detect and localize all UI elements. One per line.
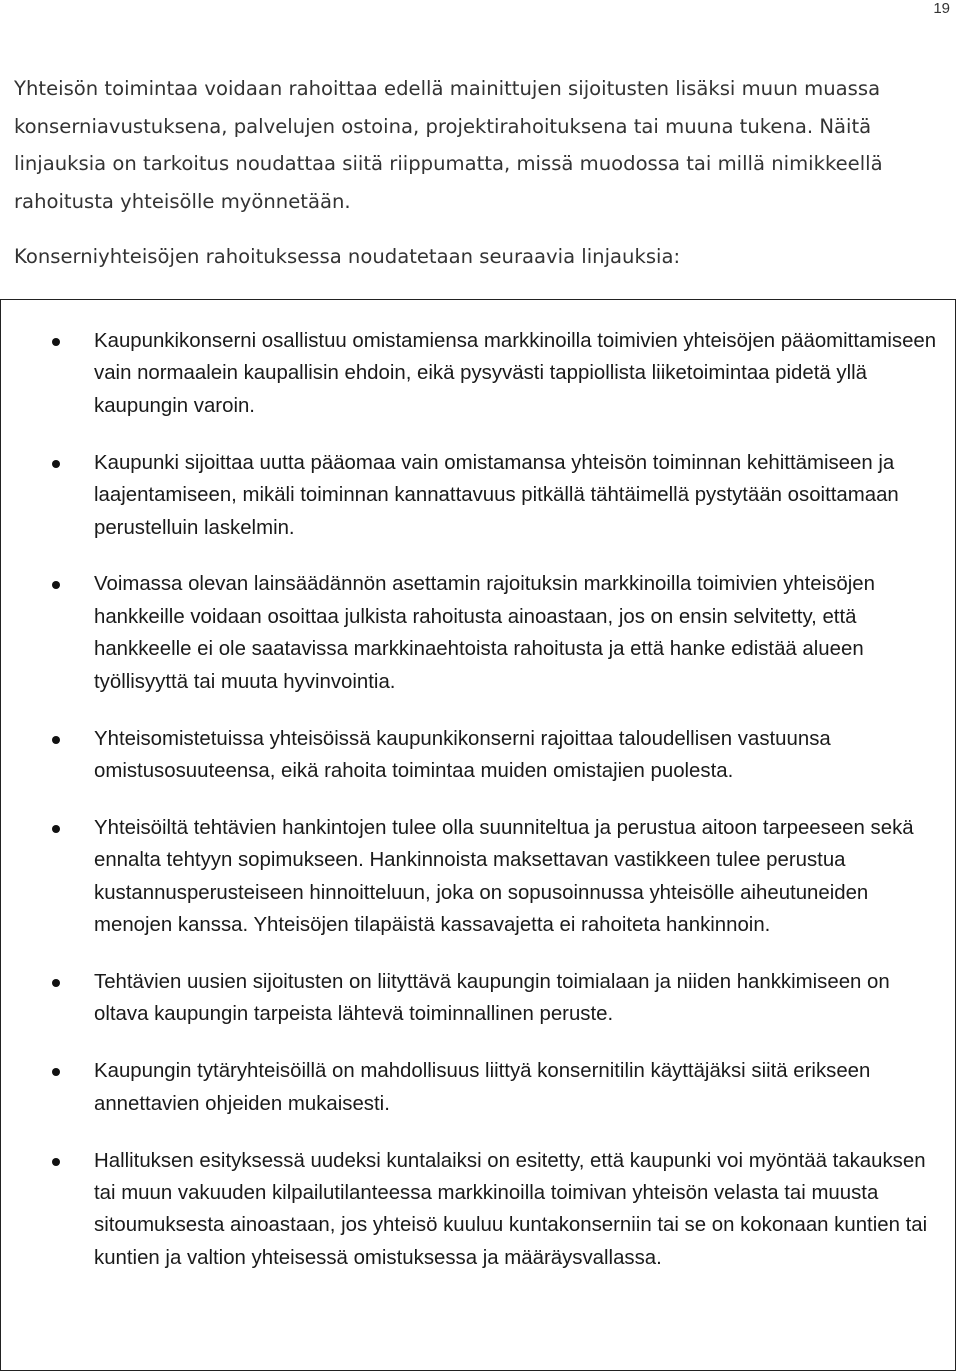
bullet-icon <box>52 1158 60 1166</box>
guidelines-box <box>0 299 956 1371</box>
bullet-icon <box>52 338 60 346</box>
guideline-item <box>1 1055 955 1120</box>
guideline-item <box>1 325 955 422</box>
bullet-icon <box>52 581 60 589</box>
guideline-text: Yhteisomistetuissa yhteisöissä kaupunkikonserni rajoittaa taloudellisen vastuunsa omistusosuuteensa, eikä rahoita toimintaa muiden omistajien puolesta. <box>94 727 831 782</box>
guideline-text: Tehtävien uusien sijoitusten on liityttävä kaupungin toimialaan ja niiden hankkimiseen on oltava kaupungin tarpeista lähtevä toiminnallinen peruste. <box>94 971 890 1026</box>
guideline-text: Voimassa olevan lainsäädännön asettamin rajoituksin markkinoilla toimivien yhteisöjen hankkeille voidaan osoittaa julkista rahoitusta ainoastaan, jos on ensin selvitetty, että hankkeelle ei ole saatavissa markkinaehtoista rahoitusta ja että hanke edistää alueen työllisyyttä tai muuta hyvinvointia. <box>94 573 875 693</box>
guideline-item <box>1 812 955 942</box>
bullet-icon <box>52 1068 60 1076</box>
guidelines-lead-text: Konserniyhteisöjen rahoituksessa noudatetaan seuraavia linjauksia: <box>14 245 681 268</box>
intro-paragraph: Yhteisön toimintaa voidaan rahoittaa edellä mainittujen sijoitusten lisäksi muun muassa konserniavustuksena, palvelujen ostoina, projektirahoituksena tai muuna tukena. Näitä linjauksia on tarkoitus noudattaa siitä riippumatta, missä muodossa tai millä nimikkeellä rahoitusta yhteisölle myönnetään. <box>14 77 883 213</box>
guideline-text: Kaupungin tytäryhteisöillä on mahdollisuus liittyä konsernitilin käyttäjäksi siitä erikseen annettavien ohjeiden mukaisesti. <box>94 1060 871 1115</box>
guideline-item <box>1 447 955 544</box>
guideline-text: Kaupunki sijoittaa uutta pääomaa vain omistamansa yhteisön toiminnan kehittämiseen ja laajentamiseen, mikäli toiminnan kannattavuus pitkällä tähtäimellä pystytään osoittamaan perustelluin laskelmin. <box>94 451 899 539</box>
guideline-item <box>1 568 955 698</box>
guideline-item <box>1 1145 955 1275</box>
guideline-item <box>1 723 955 788</box>
bullet-icon <box>52 736 60 744</box>
bullet-icon <box>52 979 60 987</box>
guideline-text: Yhteisöiltä tehtävien hankintojen tulee olla suunniteltua ja perustua aitoon tarpeeseen sekä ennalta tehtyyn sopimukseen. Hankinnoista maksettavan vastikkeen tulee perustua kustannusperusteiseen hinnoitteluun, joka on sopusoinnussa yhteisölle aiheutuneiden menojen kanssa. Yhteisöjen tilapäistä kassavajetta ei rahoiteta hankinnoin. <box>94 816 914 937</box>
bullet-icon <box>52 460 60 468</box>
guideline-text: Kaupunkikonserni osallistuu omistamiensa markkinoilla toimivien yhteisöjen pääomittamiseen vain normaalein kaupallisin ehdoin, eikä pysyvästi tappiollista liiketoimintaa pidetä yllä kaupungin varoin. <box>94 330 937 417</box>
page-number: 19 <box>933 0 950 17</box>
guideline-text: Hallituksen esityksessä uudeksi kuntalaiksi on esitetty, että kaupunki voi myöntää takauksen tai muun vakuuden kilpailutilanteessa markkinoilla toimivan yhteisön velasta tai muusta sitoumuksesta ainoastaan, jos yhteisö kuuluu kuntakonserniin tai se on kokonaan kuntien tai kuntien ja valtion yhteisessä omistuksessa ja määräysvallassa. <box>94 1149 928 1269</box>
guidelines-list <box>1 325 955 1299</box>
guideline-item <box>1 966 955 1031</box>
bullet-icon <box>52 825 60 833</box>
